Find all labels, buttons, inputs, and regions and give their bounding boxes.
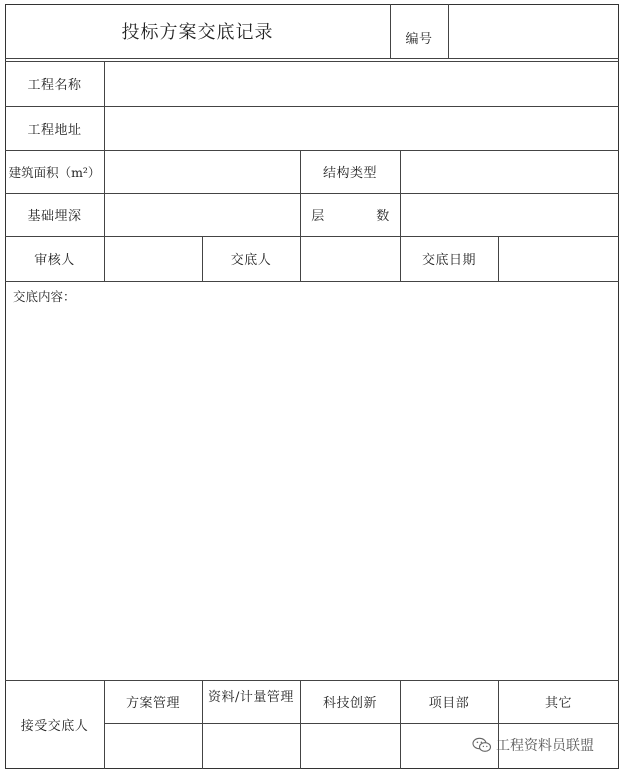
form-title: 投标方案交底记录	[121, 22, 274, 43]
rule-title-bottom	[5, 58, 619, 59]
dept-project-label: 项目部	[428, 696, 470, 711]
receiver-label: 接受交底人	[20, 719, 89, 734]
structure-type-field[interactable]	[400, 150, 619, 193]
watermark	[472, 735, 594, 755]
structure-type-label: 结构类型	[322, 166, 377, 181]
reviewer-field[interactable]	[104, 236, 202, 281]
content-area[interactable]	[5, 304, 619, 680]
floors-label-a: 层	[311, 209, 325, 224]
building-area-field[interactable]	[104, 150, 300, 193]
date-field[interactable]	[498, 236, 619, 281]
project-name-field[interactable]	[104, 61, 619, 106]
dept-tech-sign[interactable]	[300, 723, 400, 769]
wechat-icon	[472, 737, 492, 753]
floors-field[interactable]	[400, 193, 619, 236]
floors-label-b: 数	[376, 209, 390, 224]
number-field[interactable]	[448, 4, 619, 58]
presenter-field[interactable]	[300, 236, 400, 281]
project-address-field[interactable]	[104, 106, 619, 150]
foundation-depth-label: 基础埋深	[27, 209, 82, 224]
content-label: 交底内容：	[13, 289, 76, 304]
project-name-label: 工程名称	[27, 78, 82, 93]
building-area-label: 建筑面积（m²）	[8, 164, 101, 180]
dept-plan-label: 方案管理	[125, 696, 180, 711]
watermark-text: 工程资料员联盟	[496, 738, 594, 754]
presenter-label: 交底人	[230, 253, 272, 268]
rule-row5	[5, 281, 619, 282]
dept-other-label: 其它	[544, 696, 572, 711]
dept-plan-sign[interactable]	[104, 723, 202, 769]
project-address-label: 工程地址	[27, 122, 82, 138]
dept-docs-label: 资料/计量管理	[208, 690, 294, 705]
dept-tech-label: 科技创新	[322, 696, 377, 711]
number-label: 编号	[405, 31, 433, 47]
disclosure-record-form	[5, 4, 619, 769]
date-label: 交底日期	[421, 253, 476, 268]
dept-docs-sign[interactable]	[202, 723, 300, 769]
reviewer-label: 审核人	[34, 253, 75, 268]
foundation-depth-field[interactable]	[104, 193, 300, 236]
